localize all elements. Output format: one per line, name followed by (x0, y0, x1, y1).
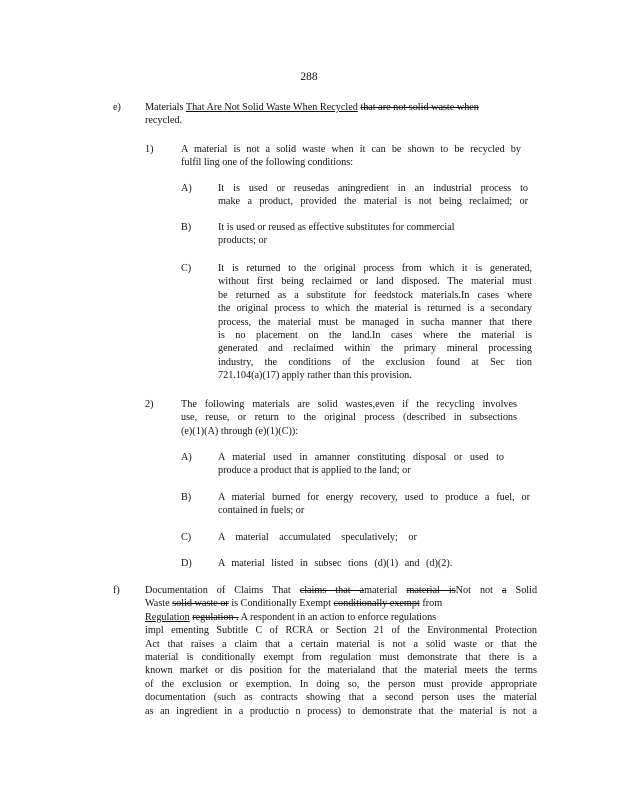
text-word: Solid (515, 585, 538, 596)
inserted-text: That Are Not Solid Waste When Recycled (185, 102, 358, 113)
item-1c-text (218, 262, 532, 383)
text-word: Waste (145, 598, 170, 610)
text-line: (e)(1)(A) through (e)(1)(C)): (181, 425, 299, 437)
item-2-text (181, 398, 517, 438)
item-2-label: 2) (145, 399, 154, 410)
item-2d-label: D) (181, 558, 192, 569)
text-line: use, reuse, or return to the original process (described in subsections (181, 412, 517, 424)
text-line: without first being reclaimed or land disposed. The material must (218, 276, 532, 288)
deleted-text: solid waste or (172, 598, 229, 610)
section-f-label: f) (113, 585, 120, 596)
text-line: The following materials are solid wastes,even if the recycling involves (181, 399, 517, 410)
section-f-text (145, 584, 537, 718)
text-line: as an ingredient in a productio n process) to demonstrate that the material is not a (145, 705, 537, 717)
page-number: 288 (300, 71, 318, 83)
item-1a-label: A) (181, 183, 192, 194)
text-line: Act that raises a claim that a certain material is not a solid waste or that the (145, 638, 537, 650)
item-1b-text (218, 221, 528, 248)
deleted-text: a (501, 585, 507, 596)
text-line (145, 597, 537, 610)
item-2c-label: C) (181, 532, 192, 543)
text-line: fulfil ling one of the following conditions: (181, 157, 354, 169)
item-2a-text (218, 451, 504, 478)
item-2c-text (218, 531, 518, 544)
heading-word: Materials (145, 102, 184, 113)
text-line: It is used or reused as effective substitutes for commercial (218, 222, 455, 233)
text-line: of the exclusion or exemption. In doing so, the person must provide appropriate (145, 678, 537, 690)
text-line: generated and reclaimed within the primary mineral processing (218, 343, 532, 355)
text-word: material (364, 585, 398, 596)
deleted-text: that are not solid waste when (360, 102, 479, 113)
text-line: A material burned for energy recovery, used to produce a fuel, or (218, 492, 530, 503)
text-line: A material listed in subsec tions (d)(1) and (d)(2). (218, 558, 453, 569)
heading-word: Documentation of Claims (145, 585, 264, 596)
item-1c-label: C) (181, 263, 192, 274)
item-2d-text (218, 557, 518, 570)
text-line: make a product, provided the material is not being reclaimed; or (218, 196, 528, 208)
text-line: products; or (218, 235, 267, 247)
item-2b-label: B) (181, 492, 192, 503)
deleted-text: conditionally exempt (333, 598, 420, 610)
text-line (145, 584, 537, 597)
text-line: known market or dis position for the materialand that the material meets the terms (145, 665, 537, 677)
text-line: process, the material must be managed in sucha manner that there (218, 316, 532, 328)
deleted-text: material is (406, 585, 456, 596)
text-line: contained in fuels; or (218, 505, 305, 517)
text-line: documentation (such as contracts showing that a second person uses the material (145, 692, 537, 704)
item-1b-label: B) (181, 222, 192, 233)
text-line: A material used in amanner constituting disposal or used to (218, 452, 504, 463)
item-1-text (181, 143, 521, 170)
section-e-heading (145, 101, 535, 128)
text-line: impl ementing Subtitle C of RCRA or Section 21 of the Environmental Protection (145, 625, 537, 637)
text-line: A material accumulated speculatively; or (218, 532, 417, 543)
deleted-text: claims that a (299, 585, 365, 596)
text-line: 721.104(a)(17) apply rather than this provision. (218, 370, 412, 382)
text-line: It is returned to the original process from which it is generated, (218, 263, 532, 274)
text-line: It is used or reusedas aningredient in an industrial process to (218, 183, 528, 194)
deleted-text: regulation . (192, 611, 239, 623)
text-word: from (422, 598, 443, 610)
text-word: A respondent in an action to enforce regulations (240, 611, 437, 623)
text-word: That (272, 585, 291, 596)
text-word: Not not (455, 585, 493, 596)
inserted-text: Regulation (145, 611, 190, 623)
item-2b-text (218, 491, 530, 518)
section-e-label: e) (113, 102, 121, 113)
text-line: is no placement on the land.In cases where the material is (218, 330, 532, 342)
item-2a-label: A) (181, 452, 192, 463)
text-line: the original process to which the material is returned is a secondary (218, 303, 532, 315)
text-word: is Conditionally Exempt (231, 598, 331, 610)
text-line: industry, the conditions of the exclusion found at Sec tion (218, 356, 532, 368)
text-line (145, 611, 537, 624)
item-1-label: 1) (145, 144, 154, 155)
heading-line: recycled. (145, 115, 183, 127)
text-line: be returned as a substitute for feedstock materials.In cases where (218, 289, 532, 301)
text-line: produce a product that is applied to the land; or (218, 465, 411, 477)
item-1a-text (218, 182, 528, 209)
text-line: material is conditionally exempt from regulation must demonstrate that there is a (145, 652, 537, 664)
text-line: A material is not a solid waste when it can be shown to be recycled by (181, 144, 521, 155)
